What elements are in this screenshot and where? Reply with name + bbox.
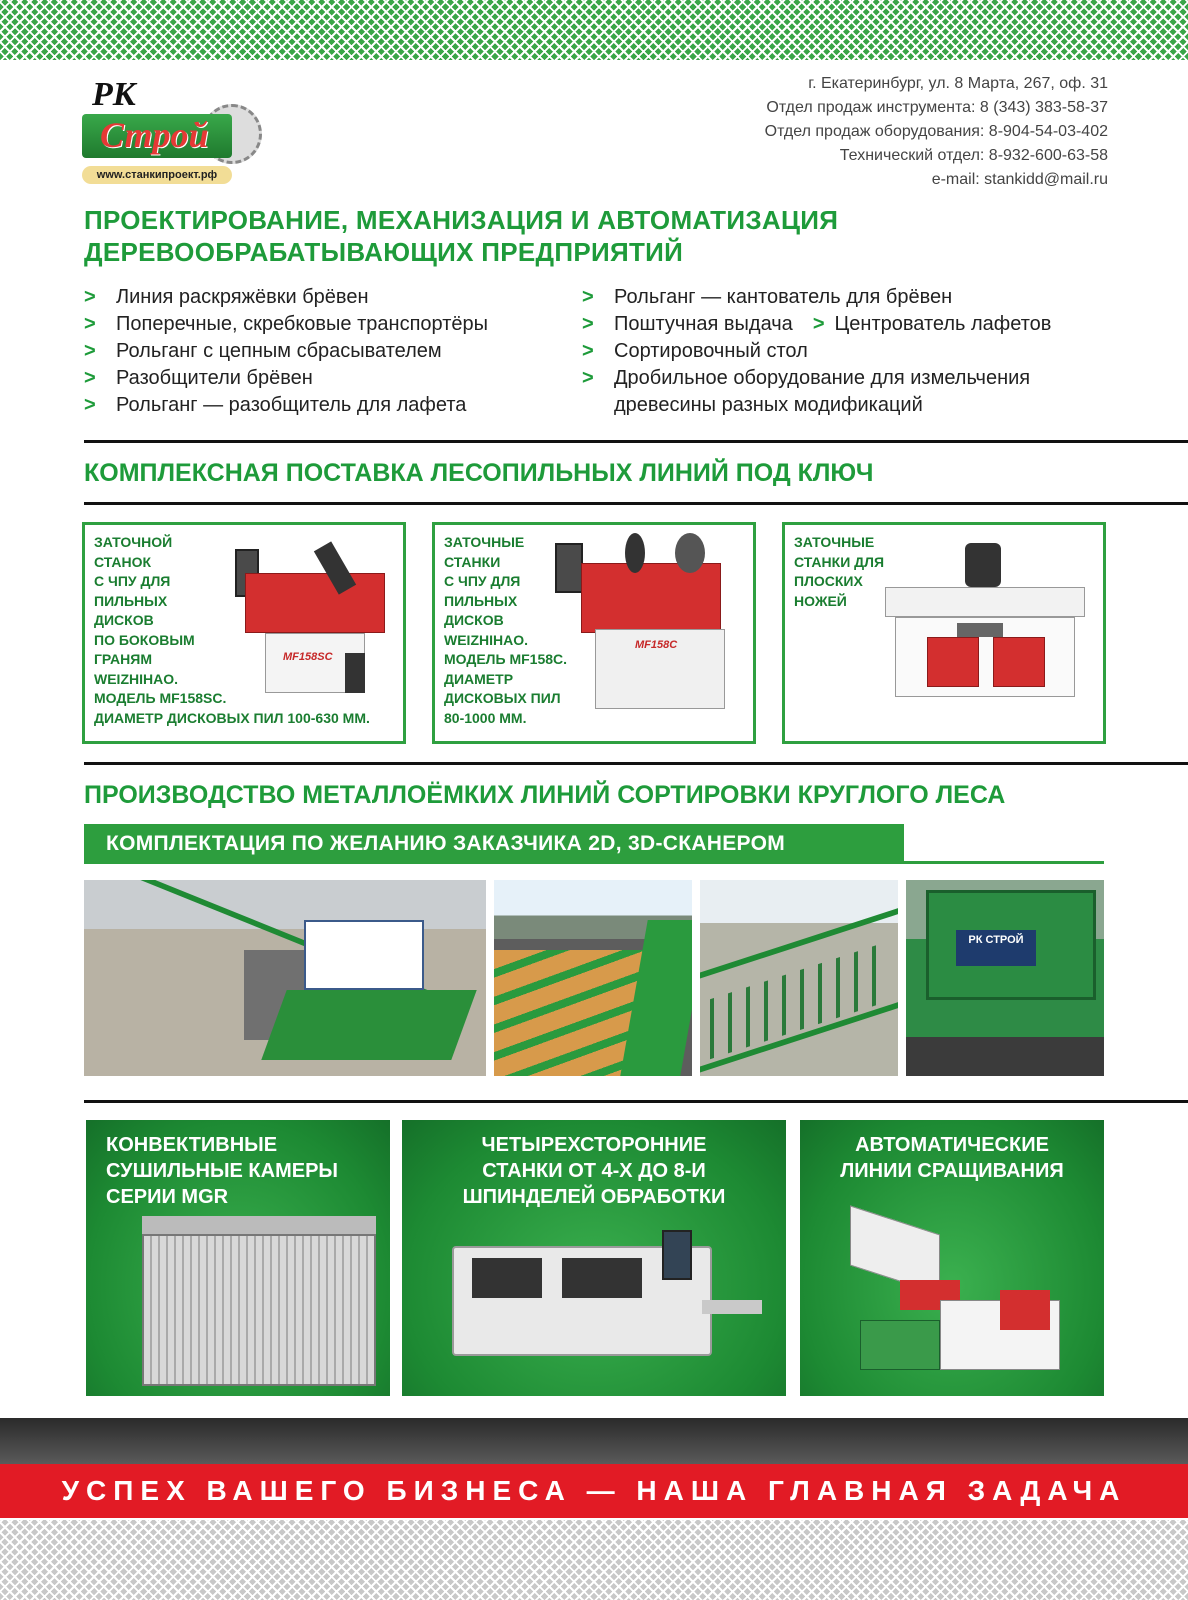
logo-stroy-text: Строй [100, 115, 209, 155]
logo-website-link[interactable]: www.станкипроект.рф [82, 166, 232, 184]
top-mesh-pattern [0, 0, 1188, 60]
drying-chamber-image [142, 1216, 376, 1386]
sharpener-machine-image: MF158SC [225, 533, 405, 713]
scanner-option-tab: КОМПЛЕКТАЦИЯ ПО ЖЕЛАНИЮ ЗАКАЗЧИКА 2D, 3D-СКАНЕРОМ [84, 824, 904, 864]
card-text: ЗАТОЧНЫЕ СТАНКИ С ЧПУ ДЛЯ ПИЛЬНЫХ ДИСКОВ WEIZHIHAO. МОДЕЛЬ MF158C. ДИАМЕТР ДИСКОВЫХ ПИЛ 80-1000 ММ. [444, 534, 568, 726]
list-item: > Поштучная выдача > Центрователь лафетов [582, 311, 1112, 338]
chevron-right-icon: > [582, 340, 594, 362]
divider [84, 1100, 1188, 1103]
list-item: > Рольганг — разобщитель для лафета [84, 392, 564, 419]
finger-joint-line-image [840, 1210, 1080, 1380]
knife-grinder-image [885, 525, 1095, 715]
divider [84, 502, 1188, 505]
chevron-right-icon: > [84, 367, 96, 389]
chevron-right-icon: > [582, 367, 594, 389]
card-text: ЗАТОЧНОЙ СТАНОК С ЧПУ ДЛЯ ПИЛЬНЫХ ДИСКОВ ПО БОКОВЫМ ГРАНЯМ WEIZHIHAO. МОДЕЛЬ MF158SC. ДИАМЕТР ДИСКОВЫХ ПИЛ 100-630 ММ. [94, 534, 370, 726]
chevron-right-icon: > [84, 313, 96, 335]
list-item: > Линия раскряжёвки брёвен [84, 284, 564, 311]
slogan-dark-band [0, 1418, 1188, 1464]
divider [84, 440, 1188, 443]
photo-sorting-line-4[interactable] [906, 880, 1104, 1076]
list-item: > Дробильное оборудование для измельчения древесины разных модификаций [582, 367, 1031, 416]
contacts-block [765, 72, 1108, 192]
slogan-banner: УСПЕХ ВАШЕГО БИЗНЕСА — НАША ГЛАВНАЯ ЗАДАЧА [0, 1464, 1188, 1518]
photo-sorting-line-2[interactable] [494, 880, 692, 1076]
product-card-sharpener-mf158c[interactable] [432, 522, 756, 744]
promo-title: КОНВЕКТИВНЫЕ СУШИЛЬНЫЕ КАМЕРЫ СЕРИИ MGR [106, 1134, 338, 1208]
services-list-left [84, 284, 564, 419]
promo-finger-joint-lines[interactable] [800, 1120, 1104, 1396]
list-item: > Поперечные, скребковые транспортёры [84, 311, 564, 338]
services-list-right [582, 284, 1112, 419]
card-text: ЗАТОЧНЫЕ СТАНКИ ДЛЯ ПЛОСКИХ НОЖЕЙ [794, 534, 885, 609]
promo-four-side-planers[interactable] [402, 1120, 786, 1396]
chevron-right-icon: > [84, 286, 96, 308]
tools-sales-phone[interactable]: Отдел продаж инструмента: 8 (343) 383-58-37 [766, 99, 1108, 116]
photo-sign: РК СТРОЙ [956, 930, 1036, 966]
list-item: > Рольганг — кантователь для брёвен [582, 284, 1112, 311]
list-item: > Разобщители брёвен [84, 365, 564, 392]
product-card-knife-sharpener[interactable] [782, 522, 1106, 744]
product-card-sharpener-mf158sc[interactable] [82, 522, 406, 744]
chevron-right-icon: > [582, 286, 594, 308]
tech-dept-phone[interactable]: Технический отдел: 8-932-600-63-58 [839, 147, 1108, 164]
main-heading: ПРОЕКТИРОВАНИЕ, МЕХАНИЗАЦИЯ И АВТОМАТИЗАЦИЯ ДЕРЕВООБРАБАТЫВАЮЩИХ ПРЕДПРИЯТИЙ [84, 205, 839, 267]
equipment-sales-phone[interactable]: Отдел продаж оборудования: 8-904-54-03-402 [764, 123, 1108, 140]
chevron-right-icon: > [812, 313, 825, 335]
sharpener-machine-image: MF158C [555, 533, 755, 733]
address: г. Екатеринбург, ул. 8 Марта, 267, оф. 31 [808, 75, 1108, 92]
list-item: > Сортировочный стол [582, 338, 1112, 365]
section-title-supply: КОМПЛЕКСНАЯ ПОСТАВКА ЛЕСОПИЛЬНЫХ ЛИНИЙ ПОД КЛЮЧ [84, 459, 874, 487]
photo-sorting-line-1[interactable] [84, 880, 486, 1076]
promo-title: ЧЕТЫРЕХСТОРОННИЕ СТАНКИ ОТ 4-Х ДО 8-И ШПИНДЕЛЕЙ ОБРАБОТКИ [462, 1134, 726, 1208]
logo-rk-text: РК [92, 76, 136, 113]
section-title-sorting: ПРОИЗВОДСТВО МЕТАЛЛОЁМКИХ ЛИНИЙ СОРТИРОВКИ КРУГЛОГО ЛЕСА [84, 781, 1006, 809]
tab-underline [904, 861, 1104, 864]
email-link[interactable]: e-mail: stankidd@mail.ru [931, 171, 1108, 188]
chevron-right-icon: > [84, 394, 96, 416]
company-logo[interactable] [82, 76, 262, 186]
chevron-right-icon: > [582, 313, 594, 335]
photo-sorting-line-3[interactable] [700, 880, 898, 1076]
promo-title: АВТОМАТИЧЕСКИЕ ЛИНИИ СРАЩИВАНИЯ [840, 1134, 1064, 1182]
bottom-mesh-pattern [0, 1520, 1188, 1600]
list-item: > Рольганг с цепным сбрасывателем [84, 338, 564, 365]
chevron-right-icon: > [84, 340, 96, 362]
promo-drying-chambers[interactable] [86, 1120, 390, 1396]
divider [84, 762, 1188, 765]
